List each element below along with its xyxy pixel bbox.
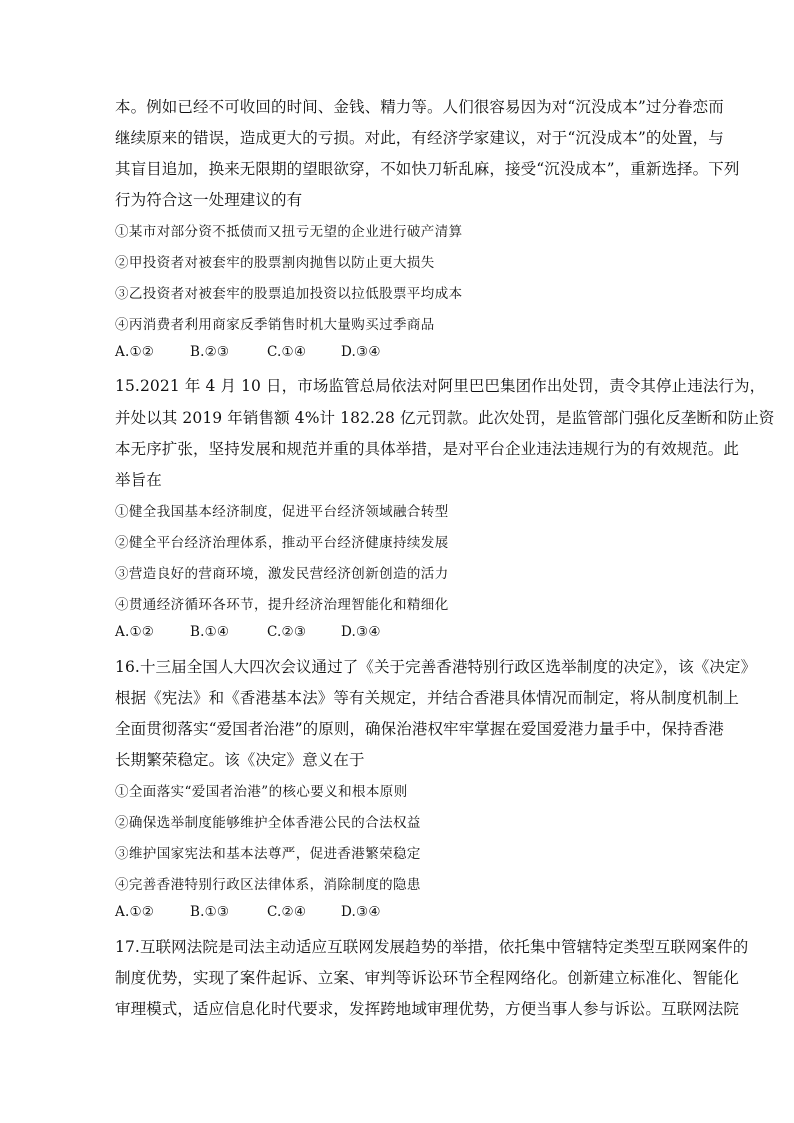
- paragraph-line: 本。例如已经不可收回的时间、金钱、精力等。人们很容易因为对“沉没成本”过分眷恋而: [115, 98, 724, 116]
- answer-a: A.①②: [115, 904, 155, 920]
- answer-a: A.①②: [115, 344, 155, 360]
- answer-choices: [115, 344, 381, 360]
- question-15-line: 本无序扩张，坚持发展和规范并重的具体举措，是对平台企业违法违规行为的有效规范。此: [115, 440, 740, 458]
- question-16-line: 16.十三届全国人大四次会议通过了《关于完善香港特别行政区选举制度的决定》，该《决定》: [115, 658, 757, 676]
- question-16-line: 全面贯彻落实“爱国者治港”的原则，确保治港权牢牢掌握在爱国爱港力量手中，保持香港: [115, 720, 724, 738]
- option-2: ②甲投资者对被套牢的股票割肉抛售以防止更大损失: [115, 255, 435, 271]
- option-2: ②确保选举制度能够维护全体香港公民的合法权益: [115, 815, 421, 831]
- answer-b: B.①③: [190, 904, 230, 920]
- question-15-line: 并处以其 2019 年销售额 4%计 182.28 亿元罚款。此次处罚，是监管部门强化反垄断和防止资: [115, 409, 775, 427]
- option-1: ①全面落实“爱国者治港”的核心要义和根本原则: [115, 784, 408, 800]
- question-17-line: 审理模式，适应信息化时代要求，发挥跨地域审理优势，方便当事人参与诉讼。互联网法院: [115, 1000, 740, 1018]
- answer-c: C.①④: [267, 344, 307, 360]
- answer-choices: [115, 904, 381, 920]
- answer-b: B.①④: [190, 624, 230, 640]
- question-16-line: 长期繁荣稳定。该《决定》意义在于: [115, 751, 365, 769]
- option-1: ①某市对部分资不抵债而又扭亏无望的企业进行破产清算: [115, 224, 463, 240]
- answer-d: D.③④: [341, 624, 381, 640]
- question-17-line: 制度优势，实现了案件起诉、立案、审判等诉讼环节全程网络化。创新建立标准化、智能化: [115, 969, 740, 987]
- answer-choices: [115, 624, 381, 640]
- answer-a: A.①②: [115, 624, 155, 640]
- answer-b: B.②③: [190, 344, 230, 360]
- option-3: ③营造良好的营商环境，激发民营经济创新创造的活力: [115, 566, 449, 582]
- option-1: ①健全我国基本经济制度，促进平台经济领域融合转型: [115, 504, 449, 520]
- option-4: ④丙消费者利用商家反季销售时机大量购买过季商品: [115, 317, 435, 333]
- answer-d: D.③④: [341, 344, 381, 360]
- paragraph-line: 继续原来的错误，造成更大的亏损。对此，有经济学家建议，对于“沉没成本”的处置，与: [115, 129, 724, 147]
- answer-d: D.③④: [341, 904, 381, 920]
- question-15-line: 15.2021 年 4 月 10 日，市场监管总局依法对阿里巴巴集团作出处罚，责令其停止违法行为，: [115, 377, 766, 395]
- option-3: ③维护国家宪法和基本法尊严，促进香港繁荣稳定: [115, 846, 421, 862]
- paragraph-line: 行为符合这一处理建议的有: [115, 191, 303, 209]
- question-17-line: 17.互联网法院是司法主动适应互联网发展趋势的举措，依托集中管辖特定类型互联网案件的: [115, 938, 749, 956]
- answer-c: C.②③: [267, 624, 307, 640]
- option-2: ②健全平台经济治理体系，推动平台经济健康持续发展: [115, 535, 449, 551]
- question-15-line: 举旨在: [115, 471, 162, 489]
- option-4: ④贯通经济循环各环节，提升经济治理智能化和精细化: [115, 597, 449, 613]
- question-16-line: 根据《宪法》和《香港基本法》等有关规定，并结合香港具体情况而制定，将从制度机制上: [115, 689, 740, 707]
- paragraph-line: 其盲目追加，换来无限期的望眼欲穿，不如快刀斩乱麻，接受“沉没成本”，重新选择。下列: [115, 160, 740, 178]
- option-3: ③乙投资者对被套牢的股票追加投资以拉低股票平均成本: [115, 286, 463, 302]
- option-4: ④完善香港特别行政区法律体系，消除制度的隐患: [115, 877, 421, 893]
- answer-c: C.②④: [267, 904, 307, 920]
